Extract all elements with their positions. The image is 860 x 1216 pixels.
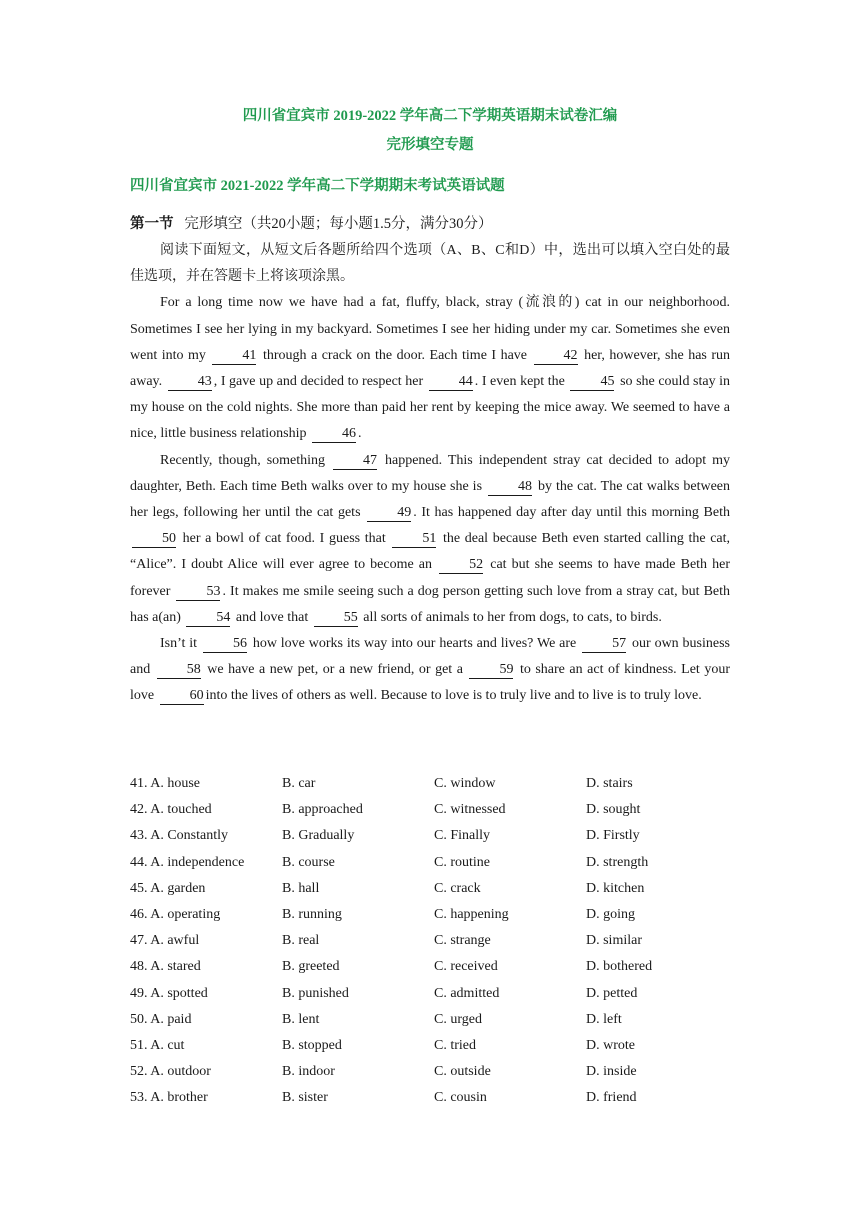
option-row	[130, 1059, 740, 1085]
passage-text: how love works its way into our hearts and lives? We are	[252, 636, 577, 652]
blank-48: 48	[488, 479, 532, 496]
passage-text: the deal because Beth even started calling the cat, “Alice”. I doubt Alice will ever agree to become an	[130, 531, 731, 573]
passage-text: . I even kept the	[474, 374, 565, 390]
passage-paragraph-3	[130, 631, 730, 710]
section-text: 完形填空（共20小题；每小题1.5分，满分30分）	[184, 216, 493, 232]
blank-59: 59	[469, 662, 513, 679]
option-d: D. left	[586, 1011, 622, 1027]
passage-paragraph-2	[130, 448, 730, 631]
blank-54: 54	[186, 610, 230, 627]
option-d: D. inside	[586, 1064, 637, 1080]
option-c: C. routine	[434, 854, 490, 870]
passage-text: . It has happened day after day until this morning Beth	[413, 505, 730, 521]
blank-53: 53	[176, 584, 220, 601]
option-b: B. real	[282, 933, 320, 949]
exam-title: 四川省宜宾市 2021-2022 学年高二下学期期末考试英语试题	[130, 178, 505, 194]
passage-text: Recently, though, something	[160, 452, 326, 468]
option-row	[130, 771, 740, 797]
option-d: D. bothered	[586, 959, 653, 975]
option-row	[130, 902, 740, 928]
passage-text: we have a new pet, or a new friend, or get a	[207, 662, 463, 678]
blank-49: 49	[367, 505, 411, 522]
blank-41: 41	[212, 348, 256, 365]
passage-text: For a long time now we have had a fat, fluffy, black, stray (流浪的) cat in our neighborhood. Sometimes I see her lying in my backyard. Sometimes I see her hiding under my car. Sometimes she even went into my	[130, 295, 730, 363]
option-d: D. friend	[586, 1090, 637, 1106]
option-b: B. approached	[282, 802, 363, 818]
blank-50: 50	[132, 531, 176, 548]
blank-43: 43	[168, 374, 212, 391]
passage-text: happened. This independent stray cat decided to adopt my daughter, Beth. Each time Beth walks over to my house she is	[130, 452, 730, 494]
passage-paragraph-1	[130, 290, 730, 447]
blank-45: 45	[570, 374, 614, 391]
section-heading	[130, 212, 493, 233]
blank-57: 57	[582, 636, 626, 653]
option-b: B. lent	[282, 1011, 320, 1027]
blank-42: 42	[534, 348, 578, 365]
option-row	[130, 876, 740, 902]
option-c: C. strange	[434, 933, 491, 949]
passage-text: cat but she seems to have made Beth her forever	[130, 557, 731, 599]
option-row	[130, 954, 740, 980]
blank-52: 52	[439, 557, 483, 574]
option-b: B. running	[282, 907, 342, 923]
blank-60: 60	[160, 688, 204, 705]
passage-text: her a bowl of cat food. I guess that	[182, 531, 386, 547]
option-a: 52. A. outdoor	[130, 1064, 211, 1080]
option-c: C. Finally	[434, 828, 491, 844]
option-a: 46. A. operating	[130, 907, 221, 923]
option-a: 41. A. house	[130, 776, 200, 792]
passage-text: .	[358, 426, 362, 442]
blank-47: 47	[333, 453, 377, 470]
document-title: 四川省宜宾市 2019-2022 学年高二下学期英语期末试卷汇编	[242, 108, 618, 124]
option-d: D. strength	[586, 854, 649, 870]
passage-body	[130, 238, 730, 710]
option-b: B. greeted	[282, 959, 340, 975]
passage-text: by the cat. The cat walks between her legs, following her until the cat gets	[130, 478, 731, 521]
options-list	[130, 771, 740, 1111]
option-row	[130, 823, 740, 849]
passage-text: our own business and	[130, 636, 730, 678]
option-a: 53. A. brother	[130, 1090, 208, 1106]
passage-text: so she could stay in my house on the cold nights. She more than paid her rent by keeping the mice away. We seemed to have a nice, little business relationship	[130, 374, 731, 442]
option-b: B. hall	[282, 880, 320, 896]
option-c: C. happening	[434, 907, 509, 923]
option-d: D. going	[586, 907, 635, 923]
option-row	[130, 1007, 740, 1033]
option-b: B. indoor	[282, 1064, 335, 1080]
passage-text: . It makes me smile seeing such a dog person getting such love from a stray cat, but Beth has a(an)	[130, 583, 731, 625]
option-d: D. wrote	[586, 1037, 635, 1053]
option-d: D. similar	[586, 933, 642, 949]
option-b: B. sister	[282, 1090, 328, 1106]
option-a: 50. A. paid	[130, 1011, 192, 1027]
option-c: C. tried	[434, 1037, 476, 1053]
option-c: C. received	[434, 959, 498, 975]
option-b: B. course	[282, 854, 335, 870]
option-row	[130, 981, 740, 1007]
option-c: C. window	[434, 776, 496, 792]
blank-55: 55	[314, 610, 358, 627]
option-c: C. crack	[434, 880, 481, 896]
option-a: 45. A. garden	[130, 880, 206, 896]
option-row	[130, 850, 740, 876]
option-b: B. stopped	[282, 1037, 342, 1053]
passage-text: all sorts of animals to her from dogs, to cats, to birds.	[363, 609, 662, 625]
option-row	[130, 1033, 740, 1059]
option-a: 48. A. stared	[130, 959, 201, 975]
passage-text: Isn’t it	[160, 636, 198, 652]
option-a: 47. A. awful	[130, 933, 200, 949]
option-c: C. outside	[434, 1064, 491, 1080]
option-a: 51. A. cut	[130, 1037, 185, 1053]
blank-46: 46	[312, 426, 356, 443]
option-row	[130, 797, 740, 823]
blank-56: 56	[203, 636, 247, 653]
option-b: B. Gradually	[282, 828, 355, 844]
option-row	[130, 1085, 740, 1111]
section-label: 第一节	[130, 216, 174, 232]
option-b: B. punished	[282, 985, 349, 1001]
option-d: D. kitchen	[586, 880, 645, 896]
option-row	[130, 928, 740, 954]
passage-text: , I gave up and decided to respect her	[213, 374, 424, 390]
option-a: 49. A. spotted	[130, 985, 208, 1001]
option-d: D. stairs	[586, 776, 633, 792]
option-c: C. cousin	[434, 1090, 487, 1106]
option-c: C. admitted	[434, 985, 500, 1001]
option-a: 44. A. independence	[130, 854, 245, 870]
option-c: C. urged	[434, 1011, 482, 1027]
passage-text: through a crack on the door. Each time I have	[262, 347, 528, 363]
passage-text: her, however, she has run away.	[130, 347, 731, 390]
option-d: D. petted	[586, 985, 638, 1001]
passage-text: and love that	[235, 609, 309, 625]
instructions: 阅读下面短文，从短文后各题所给四个选项（A、B、C和D）中，选出可以填入空白处的最佳选项，并在答题卡上将该项涂黑。	[130, 243, 730, 285]
option-d: D. Firstly	[586, 828, 640, 844]
passage-text: into the lives of others as well. Because to love is to truly live and to live is to truly love.	[205, 688, 702, 704]
option-b: B. car	[282, 776, 316, 792]
option-c: C. witnessed	[434, 802, 506, 818]
option-a: 43. A. Constantly	[130, 828, 229, 844]
blank-51: 51	[392, 531, 436, 548]
blank-58: 58	[157, 662, 201, 679]
option-a: 42. A. touched	[130, 802, 212, 818]
blank-44: 44	[429, 374, 473, 391]
option-d: D. sought	[586, 802, 641, 818]
document-subtitle: 完形填空专题	[386, 137, 474, 153]
passage-text: to share an act of kindness. Let your love	[130, 662, 730, 704]
